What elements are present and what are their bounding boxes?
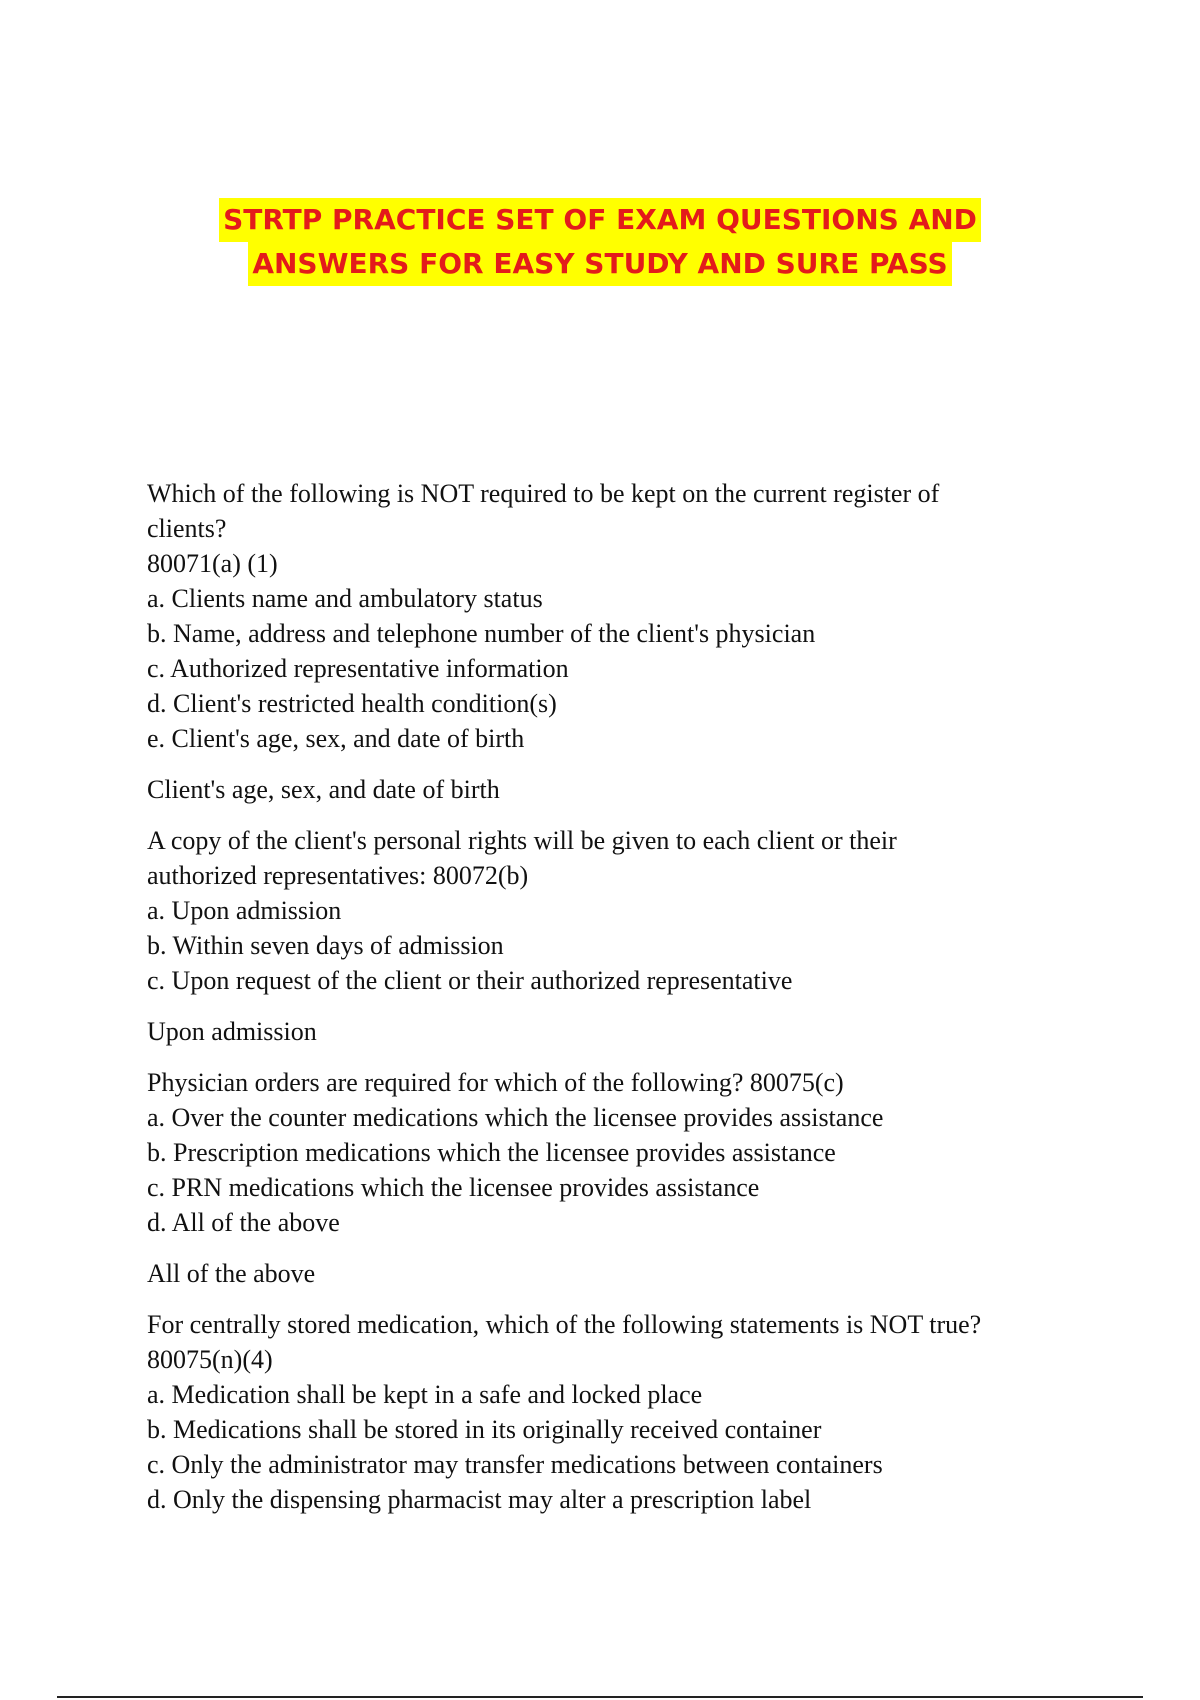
answer-option: a. Upon admission [147,896,342,925]
question-text: authorized representatives: 80072(b) [147,861,529,890]
correct-answer: Client's age, sex, and date of birth [147,775,500,804]
answer-option: d. Client's restricted health condition(s) [147,689,557,718]
title-line-1: STRTP PRACTICE SET OF EXAM QUESTIONS AND [219,198,981,242]
question-text: A copy of the client's personal rights will be given to each client or their [147,826,897,855]
answer-option: c. Authorized representative information [147,654,569,683]
correct-answer: Upon admission [147,1017,317,1046]
answer-option: a. Clients name and ambulatory status [147,584,543,613]
question-reference: 80075(n)(4) [147,1345,273,1374]
answer-option: c. Upon request of the client or their authorized representative [147,966,793,995]
answer-option: b. Name, address and telephone number of the client's physician [147,619,816,648]
questions-list [147,476,1087,1533]
question-text: For centrally stored medication, which of the following statements is NOT true? [147,1310,982,1339]
question-text: clients? [147,514,227,543]
question-reference: 80071(a) (1) [147,549,278,578]
answer-option: d. All of the above [147,1208,340,1237]
title-line-2: ANSWERS FOR EASY STUDY AND SURE PASS [248,242,951,286]
question-block [147,823,1087,998]
answer-option: b. Within seven days of admission [147,931,504,960]
answer-option: c. PRN medications which the licensee provides assistance [147,1173,760,1202]
question-block [147,476,1087,756]
answer-option: c. Only the administrator may transfer medications between containers [147,1450,883,1479]
answer-option: b. Medications shall be stored in its originally received container [147,1415,822,1444]
answer-option: d. Only the dispensing pharmacist may alter a prescription label [147,1485,812,1514]
question-block [147,1307,1087,1517]
answer-option: b. Prescription medications which the licensee provides assistance [147,1138,836,1167]
question-text: Which of the following is NOT required to be kept on the current register of [147,479,940,508]
answer-option: a. Over the counter medications which the licensee provides assistance [147,1103,884,1132]
page-bottom-rule [57,1696,1143,1698]
answer-option: e. Client's age, sex, and date of birth [147,724,525,753]
answer-option: a. Medication shall be kept in a safe and locked place [147,1380,703,1409]
question-text: Physician orders are required for which of the following? 80075(c) [147,1068,844,1097]
document-title [0,198,1200,286]
correct-answer: All of the above [147,1259,316,1288]
question-block [147,1065,1087,1240]
